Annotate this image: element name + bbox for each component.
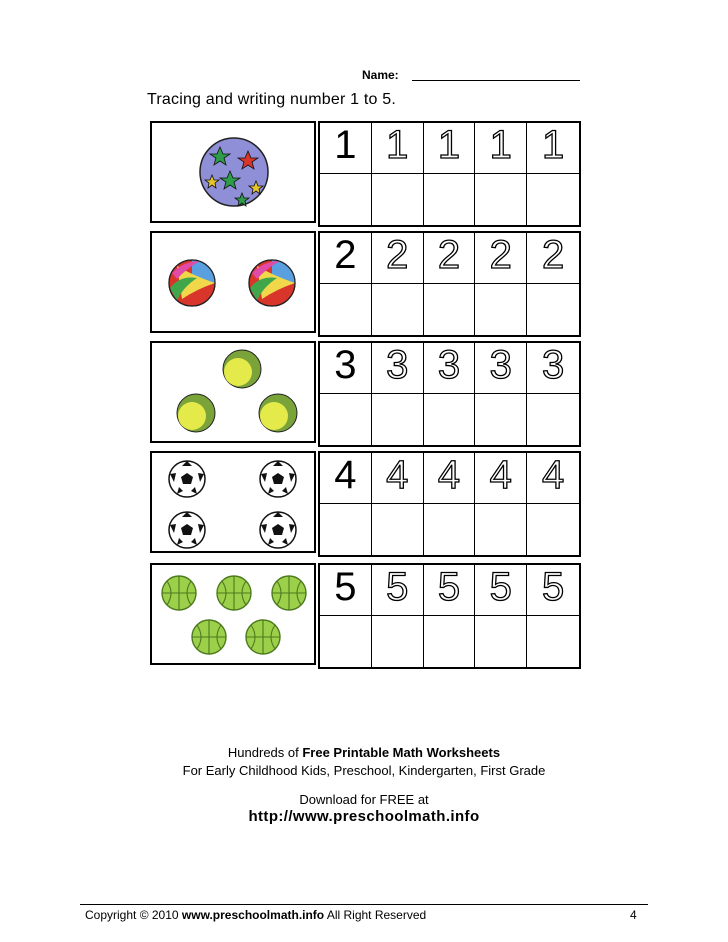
writing-box[interactable] — [424, 394, 476, 445]
copyright-suffix: All Right Reserved — [324, 908, 427, 922]
digit-trace: 4 — [541, 453, 565, 497]
digit-trace: 2 — [386, 233, 409, 277]
writing-box[interactable] — [320, 504, 372, 555]
digit-sample: 2 — [334, 233, 357, 277]
digit-trace: 5 — [437, 565, 461, 609]
promo-line-1 — [0, 745, 728, 760]
promo-prefix: Hundreds of — [227, 745, 303, 760]
writing-box[interactable] — [424, 504, 476, 555]
digit-trace: 2 — [541, 233, 565, 277]
name-label: Name: — [362, 68, 399, 82]
writing-box[interactable] — [527, 174, 579, 225]
digit-trace: 2 — [437, 233, 461, 277]
writing-box[interactable] — [320, 616, 372, 667]
page-number: 4 — [630, 908, 637, 922]
writing-box[interactable] — [424, 284, 476, 335]
digit-trace: 1 — [386, 123, 409, 167]
writing-box[interactable] — [320, 394, 372, 445]
soccer-ball-icon — [152, 453, 314, 551]
footer-divider — [80, 904, 648, 905]
digit-trace: 5 — [386, 565, 409, 609]
tennis-balls-picture — [150, 341, 316, 443]
writing-box[interactable] — [475, 284, 527, 335]
digit-trace: 3 — [489, 343, 512, 387]
writing-box[interactable] — [475, 174, 527, 225]
writing-box[interactable] — [527, 394, 579, 445]
tracing-grid-3 — [318, 341, 581, 447]
row-number-4 — [150, 451, 581, 557]
writing-box[interactable] — [527, 616, 579, 667]
basketball-icon — [152, 565, 314, 663]
writing-box[interactable] — [475, 394, 527, 445]
ball-with-stars-icon — [152, 123, 314, 221]
promo-url-link[interactable]: http://www.preschoolmath.info — [248, 808, 480, 825]
basketballs-picture — [150, 563, 316, 665]
digit-trace: 5 — [541, 565, 565, 609]
copyright-text — [85, 908, 426, 922]
digit-trace: 3 — [386, 343, 409, 387]
digit-trace: 3 — [541, 343, 565, 387]
writing-box[interactable] — [372, 174, 424, 225]
copyright-site-link[interactable]: www.preschoolmath.info — [181, 908, 325, 922]
writing-box[interactable] — [372, 616, 424, 667]
digit-trace: 4 — [386, 453, 409, 497]
worksheet-title: Tracing and writing number 1 to 5. — [147, 91, 396, 108]
tracing-grid-4 — [318, 451, 581, 557]
tennis-ball-icon — [152, 343, 314, 441]
promo-highlight: Free Printable Math Worksheets — [302, 745, 501, 760]
tracing-grid-1 — [318, 121, 581, 227]
writing-box[interactable] — [320, 284, 372, 335]
tracing-grid-5 — [318, 563, 581, 669]
name-line[interactable] — [412, 80, 580, 81]
beach-balls-picture — [150, 231, 316, 333]
digit-trace: 4 — [437, 453, 461, 497]
digit-trace: 5 — [489, 565, 512, 609]
writing-box[interactable] — [527, 504, 579, 555]
writing-box[interactable] — [372, 504, 424, 555]
ball-with-stars-picture — [150, 121, 316, 223]
digit-trace: 4 — [489, 453, 512, 497]
writing-box[interactable] — [424, 616, 476, 667]
beach-ball-icon — [152, 233, 314, 331]
row-number-2 — [150, 231, 581, 337]
digit-trace: 1 — [489, 123, 512, 167]
digit-trace: 2 — [489, 233, 512, 277]
writing-box[interactable] — [527, 284, 579, 335]
digit-trace: 1 — [541, 123, 565, 167]
copyright-prefix: Copyright © 2010 — [85, 908, 182, 922]
writing-box[interactable] — [475, 616, 527, 667]
writing-box[interactable] — [424, 174, 476, 225]
promo-line-3: Download for FREE at — [299, 792, 429, 807]
row-number-3 — [150, 341, 581, 447]
promo-line-2: For Early Childhood Kids, Preschool, Kindergarten, First Grade — [182, 763, 546, 778]
digit-trace: 1 — [437, 123, 461, 167]
digit-sample: 5 — [334, 565, 357, 609]
soccer-balls-picture — [150, 451, 316, 553]
digit-sample: 1 — [334, 123, 357, 167]
writing-box[interactable] — [475, 504, 527, 555]
tracing-grid-2 — [318, 231, 581, 337]
digit-trace: 3 — [437, 343, 461, 387]
writing-box[interactable] — [320, 174, 372, 225]
writing-box[interactable] — [372, 284, 424, 335]
row-number-1 — [150, 121, 581, 227]
row-number-5 — [150, 563, 581, 669]
digit-sample: 4 — [334, 453, 357, 497]
digit-sample: 3 — [334, 343, 357, 387]
writing-box[interactable] — [372, 394, 424, 445]
